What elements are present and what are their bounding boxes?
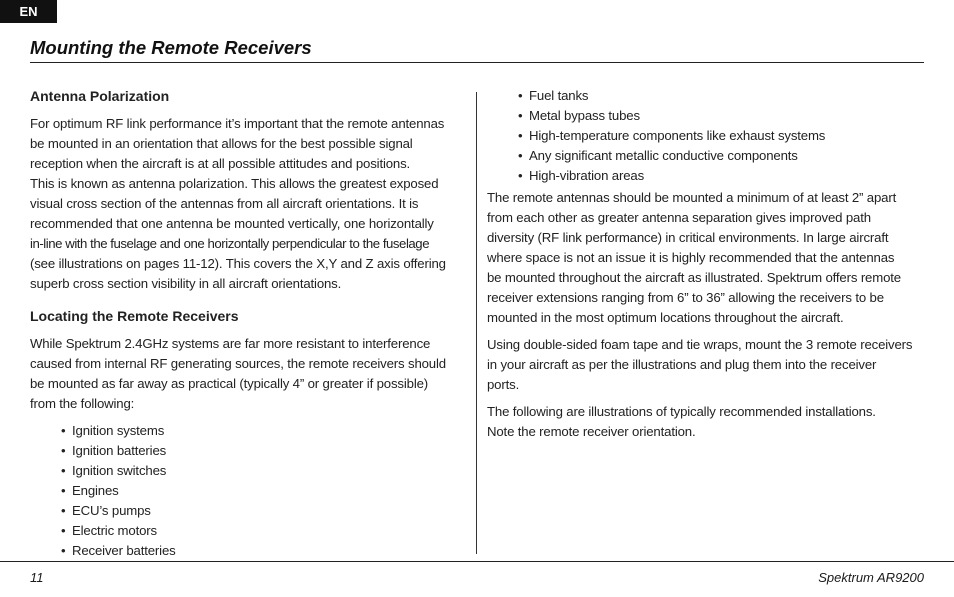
bullet-icon: •: [61, 503, 66, 518]
text-line: ports.: [487, 377, 520, 392]
list-item: • Fuel tanks: [518, 86, 927, 106]
bullet-icon: •: [518, 168, 523, 183]
text-line: (see illustrations on pages 11-12). This covers the X,Y and Z axis offering: [30, 256, 446, 271]
bullet-icon: •: [518, 88, 523, 103]
section-heading-locating-receivers: Locating the Remote Receivers: [30, 308, 239, 324]
text-line: in-line with the fuselage and one horizontally perpendicular to the fuselage: [30, 236, 430, 251]
paragraph-illustrations-note: [487, 402, 927, 442]
bullet-icon: •: [61, 443, 66, 458]
text-line: mounted in the most optimum locations throughout the aircraft.: [487, 310, 844, 325]
list-item: • Metal bypass tubes: [518, 106, 927, 126]
text-line: The remote antennas should be mounted a minimum of at least 2” apart: [487, 190, 897, 205]
title-rule: [30, 62, 924, 63]
bullet-icon: •: [518, 148, 523, 163]
product-name: Spektrum AR9200: [818, 570, 924, 585]
bullet-icon: •: [61, 543, 66, 558]
text-line: be mounted throughout the aircraft as illustrated. Spektrum offers remote: [487, 270, 901, 285]
footer-rule: [0, 561, 954, 562]
text-line: from the following:: [30, 396, 135, 411]
text-line: caused from internal RF generating sources, the remote receivers should: [30, 356, 446, 371]
list-item: • Receiver batteries: [61, 541, 468, 561]
text-line: reception when the aircraft is at all possible attitudes and positions.: [30, 156, 411, 171]
list-item: • Electric motors: [61, 521, 468, 541]
paragraph-antenna-polarization: [30, 114, 468, 294]
text-line: recommended that one antenna be mounted vertically, one horizontally: [30, 216, 434, 231]
list-item: • Ignition switches: [61, 461, 468, 481]
bullet-icon: •: [518, 128, 523, 143]
text-line: While Spektrum 2.4GHz systems are far more resistant to interference: [30, 336, 431, 351]
text-line: diversity (RF link performance) in critical environments. In large aircraft: [487, 230, 889, 245]
list-item: • Ignition batteries: [61, 441, 468, 461]
text-line: be mounted as far away as practical (typically 4” or greater if possible): [30, 376, 429, 391]
text-line: This is known as antenna polarization. This allows the greatest exposed: [30, 176, 439, 191]
text-line: Note the remote receiver orientation.: [487, 424, 696, 439]
list-item: • High-vibration areas: [518, 166, 927, 186]
text-line: where space is not an issue it is highly recommended that the antennas: [487, 250, 895, 265]
page-number: 11: [30, 570, 44, 585]
list-item: • Engines: [61, 481, 468, 501]
bullet-icon: •: [518, 108, 523, 123]
column-divider: [476, 92, 477, 554]
paragraph-mounting-instructions: [487, 335, 927, 395]
text-line: Using double-sided foam tape and tie wraps, mount the 3 remote receivers: [487, 337, 913, 352]
bullet-icon: •: [61, 423, 66, 438]
list-item: • High-temperature components like exhaust systems: [518, 126, 927, 146]
text-line: visual cross section of the antennas from all aircraft orientations. It is: [30, 196, 419, 211]
bullet-icon: •: [61, 463, 66, 478]
bullet-icon: •: [61, 483, 66, 498]
paragraph-antenna-separation: [487, 188, 927, 328]
text-line: For optimum RF link performance it’s important that the remote antennas: [30, 116, 445, 131]
section-heading-antenna-polarization: Antenna Polarization: [30, 88, 170, 104]
right-column: [487, 86, 927, 449]
list-item: • Ignition systems: [61, 421, 468, 441]
list-item: • ECU’s pumps: [61, 501, 468, 521]
list-item: • Any significant metallic conductive components: [518, 146, 927, 166]
text-line: in your aircraft as per the illustrations and plug them into the receiver: [487, 357, 877, 372]
text-line: superb cross section visibility in all aircraft orientations.: [30, 276, 342, 291]
interference-sources-list-continued: [518, 86, 927, 186]
left-column: [30, 86, 468, 561]
bullet-icon: •: [61, 523, 66, 538]
text-line: The following are illustrations of typically recommended installations.: [487, 404, 876, 419]
paragraph-locating-receivers: [30, 334, 468, 414]
text-line: from each other as greater antenna separation gives improved path: [487, 210, 871, 225]
interference-sources-list: [61, 421, 468, 561]
text-line: be mounted in an orientation that allows for the best possible signal: [30, 136, 413, 151]
page-title: Mounting the Remote Receivers: [30, 37, 312, 58]
language-tab: EN: [0, 0, 57, 23]
text-line: receiver extensions ranging from 6” to 36” allowing the receivers to be: [487, 290, 884, 305]
